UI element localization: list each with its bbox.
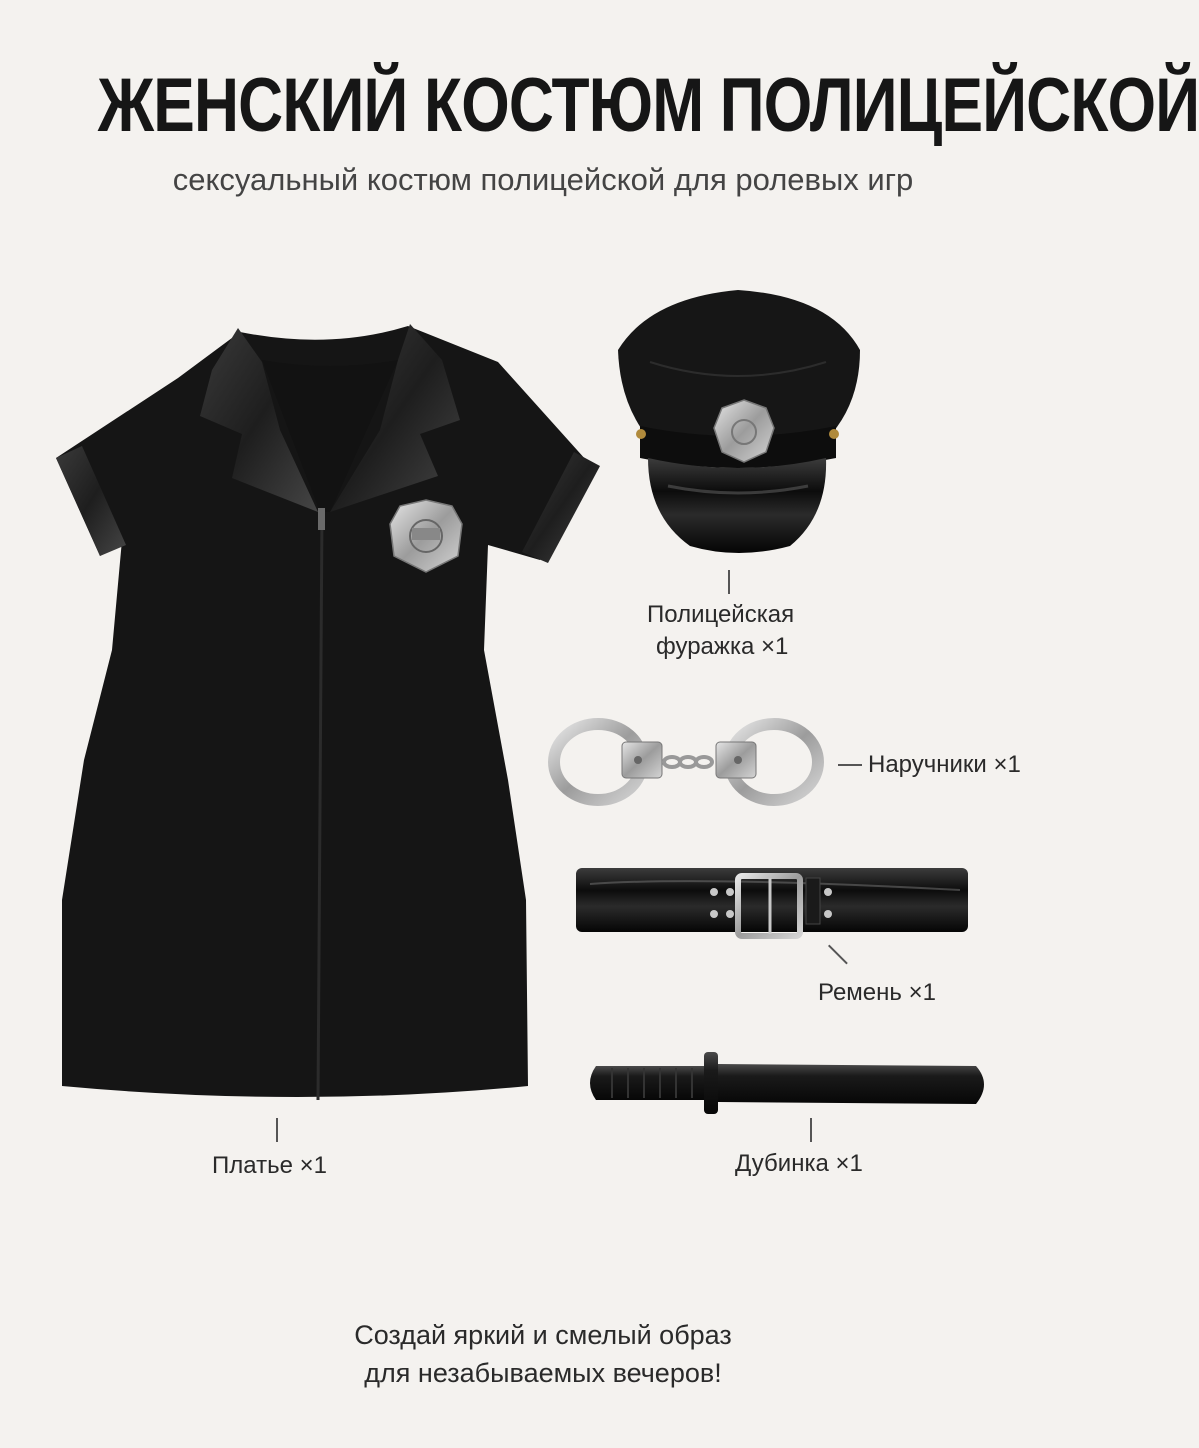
cap-label-line1: Полицейская — [647, 601, 795, 628]
baton-label-tick — [810, 1118, 812, 1142]
footer-line1: Создай яркий и смелый образ — [354, 1320, 732, 1350]
baton-label: Дубинка ×1 — [735, 1150, 863, 1177]
dress-label: Платье ×1 — [212, 1152, 327, 1179]
footer-text — [0, 1316, 1086, 1392]
page-subtitle: сексуальный костюм полицейской для ролевых игр — [172, 162, 914, 197]
belt-label: Ремень ×1 — [818, 979, 936, 1006]
handcuffs-label: Наручники ×1 — [868, 751, 1021, 778]
footer-line2: для незабываемых вечеров! — [364, 1358, 722, 1388]
page-title: ЖЕНСКИЙ КОСТЮМ ПОЛИЦЕЙСКОЙ — [97, 63, 1199, 148]
cap-label-line2: фуражка ×1 — [656, 633, 789, 660]
